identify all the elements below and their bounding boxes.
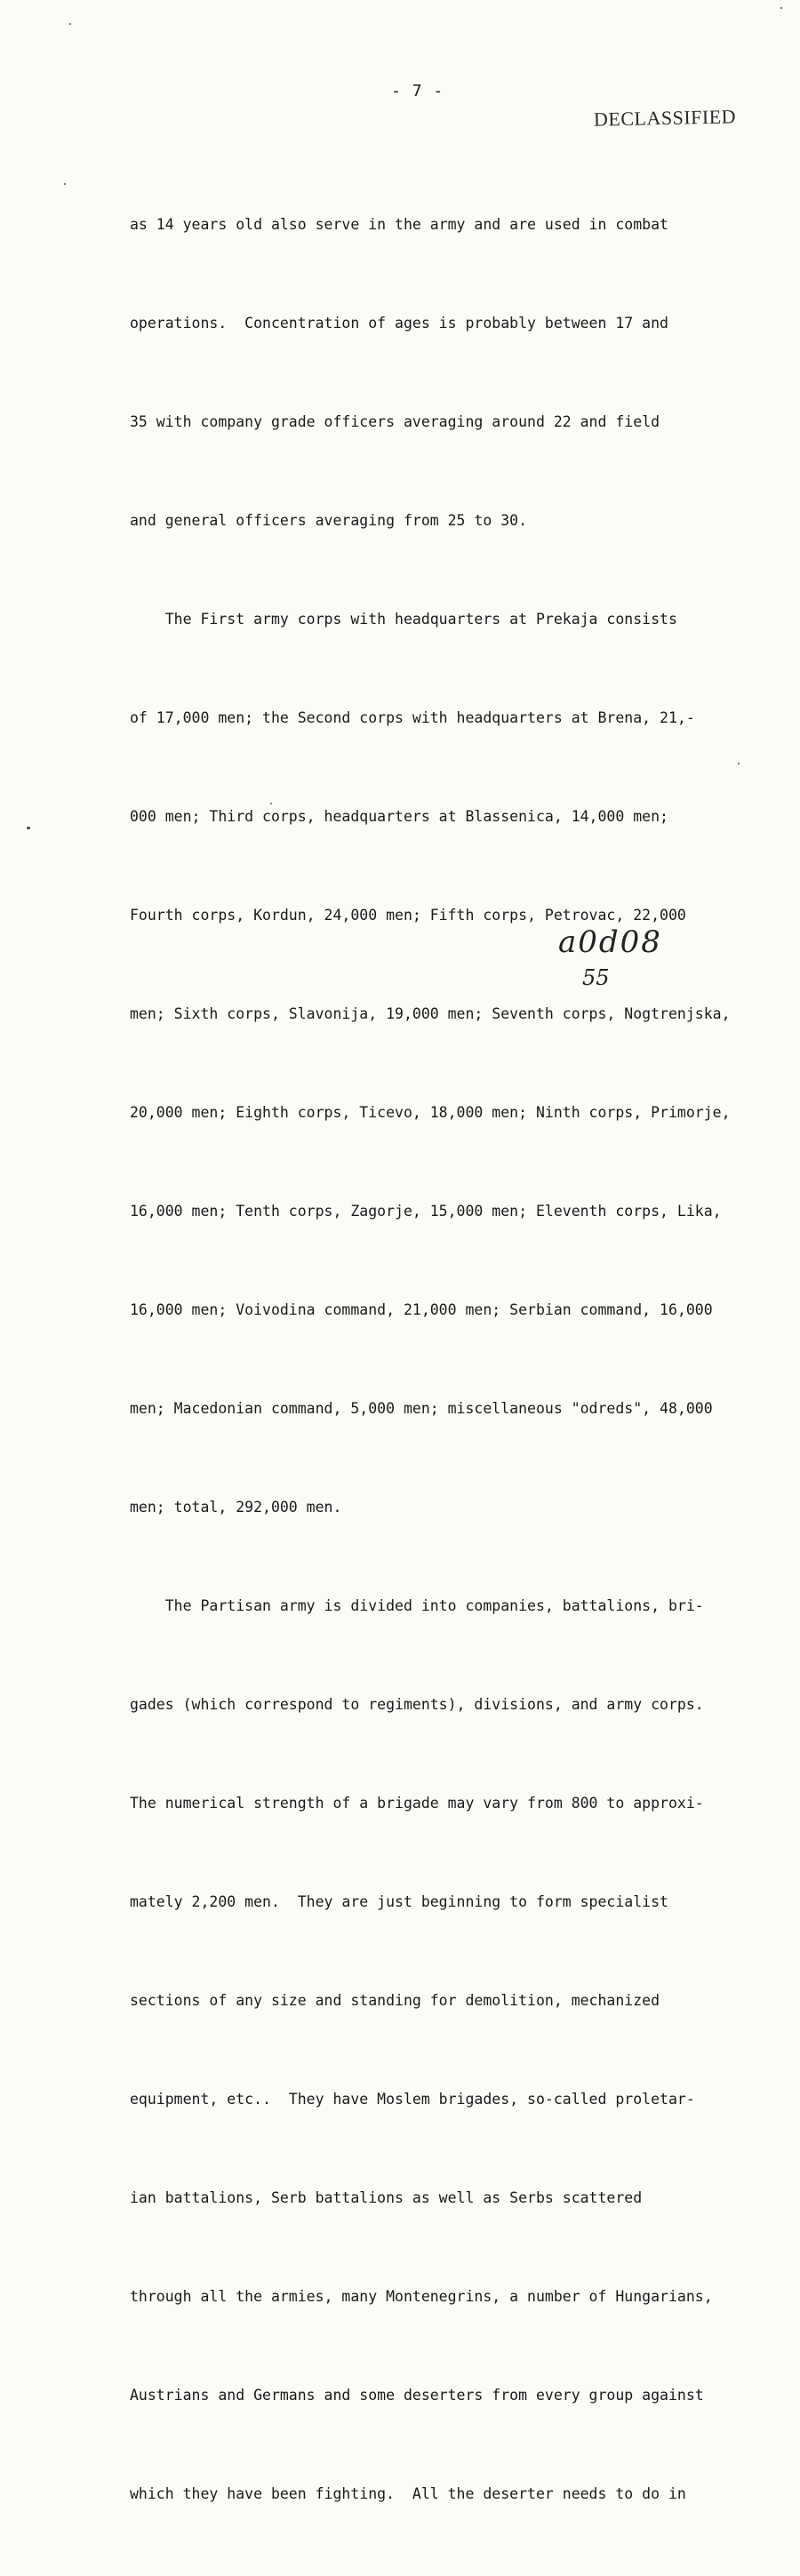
text-line: 20,000 men; Eighth corps, Ticevo, 18,000 men; Ninth corps, Primorje, xyxy=(130,1104,731,1121)
text-line: of 17,000 men; the Second corps with headquarters at Brena, 21,- xyxy=(130,709,695,726)
body-text xyxy=(130,142,788,2576)
text-line: gades (which correspond to regiments), divisions, and army corps. xyxy=(130,1696,704,1713)
scan-speck xyxy=(780,7,782,9)
text-line: operations. Concentration of ages is probably between 17 and xyxy=(130,315,668,332)
text-line: ian battalions, Serb battalions as well as Serbs scattered xyxy=(130,2189,643,2206)
scan-speck xyxy=(64,183,66,185)
page-number: - 7 - xyxy=(391,82,444,100)
text-line: men; total, 292,000 men. xyxy=(130,1499,342,1516)
scan-speck xyxy=(27,827,30,829)
text-line: The Partisan army is divided into companies, battalions, bri- xyxy=(130,1597,704,1614)
text-line: The numerical strength of a brigade may vary from 800 to approxi- xyxy=(130,1795,704,1812)
text-line: men; Sixth corps, Slavonija, 19,000 men; Seventh corps, Nogtrenjska, xyxy=(130,1005,731,1022)
text-line: men; Macedonian command, 5,000 men; miscellaneous "odreds", 48,000 xyxy=(130,1400,713,1417)
text-line: which they have been fighting. All the deserter needs to do in xyxy=(130,2485,686,2502)
text-line: 16,000 men; Voivodina command, 21,000 men; Serbian command, 16,000 xyxy=(130,1301,713,1318)
text-line: Fourth corps, Kordun, 24,000 men; Fifth corps, Petrovac, 22,000 xyxy=(130,907,686,924)
scan-speck xyxy=(69,23,71,25)
text-line: The First army corps with headquarters at Prekaja consists xyxy=(130,611,677,628)
declassified-stamp: DECLASSIFIED xyxy=(593,105,737,131)
text-line: and general officers averaging from 25 to 30. xyxy=(130,512,528,529)
scan-speck xyxy=(738,763,740,764)
text-line: equipment, etc.. They have Moslem brigades, so-called proletar- xyxy=(130,2091,695,2108)
handwritten-page-number: 55 xyxy=(582,965,610,990)
handwritten-annotation: a0d08 xyxy=(558,924,662,960)
text-line: sections of any size and standing for demolition, mechanized xyxy=(130,1992,660,2009)
text-line: through all the armies, many Montenegrins, a number of Hungarians, xyxy=(130,2288,713,2305)
text-line: as 14 years old also serve in the army and are used in combat xyxy=(130,216,668,233)
text-line: 16,000 men; Tenth corps, Zagorje, 15,000 men; Eleventh corps, Lika, xyxy=(130,1203,722,1220)
text-line: 000 men; Third corps, headquarters at Blassenica, 14,000 men; xyxy=(130,808,668,825)
text-line: 35 with company grade officers averaging around 22 and field xyxy=(130,413,660,430)
text-line: Austrians and Germans and some deserters from every group against xyxy=(130,2387,704,2404)
text-line: mately 2,200 men. They are just beginning to form specialist xyxy=(130,1893,668,1910)
scan-speck xyxy=(270,803,272,804)
